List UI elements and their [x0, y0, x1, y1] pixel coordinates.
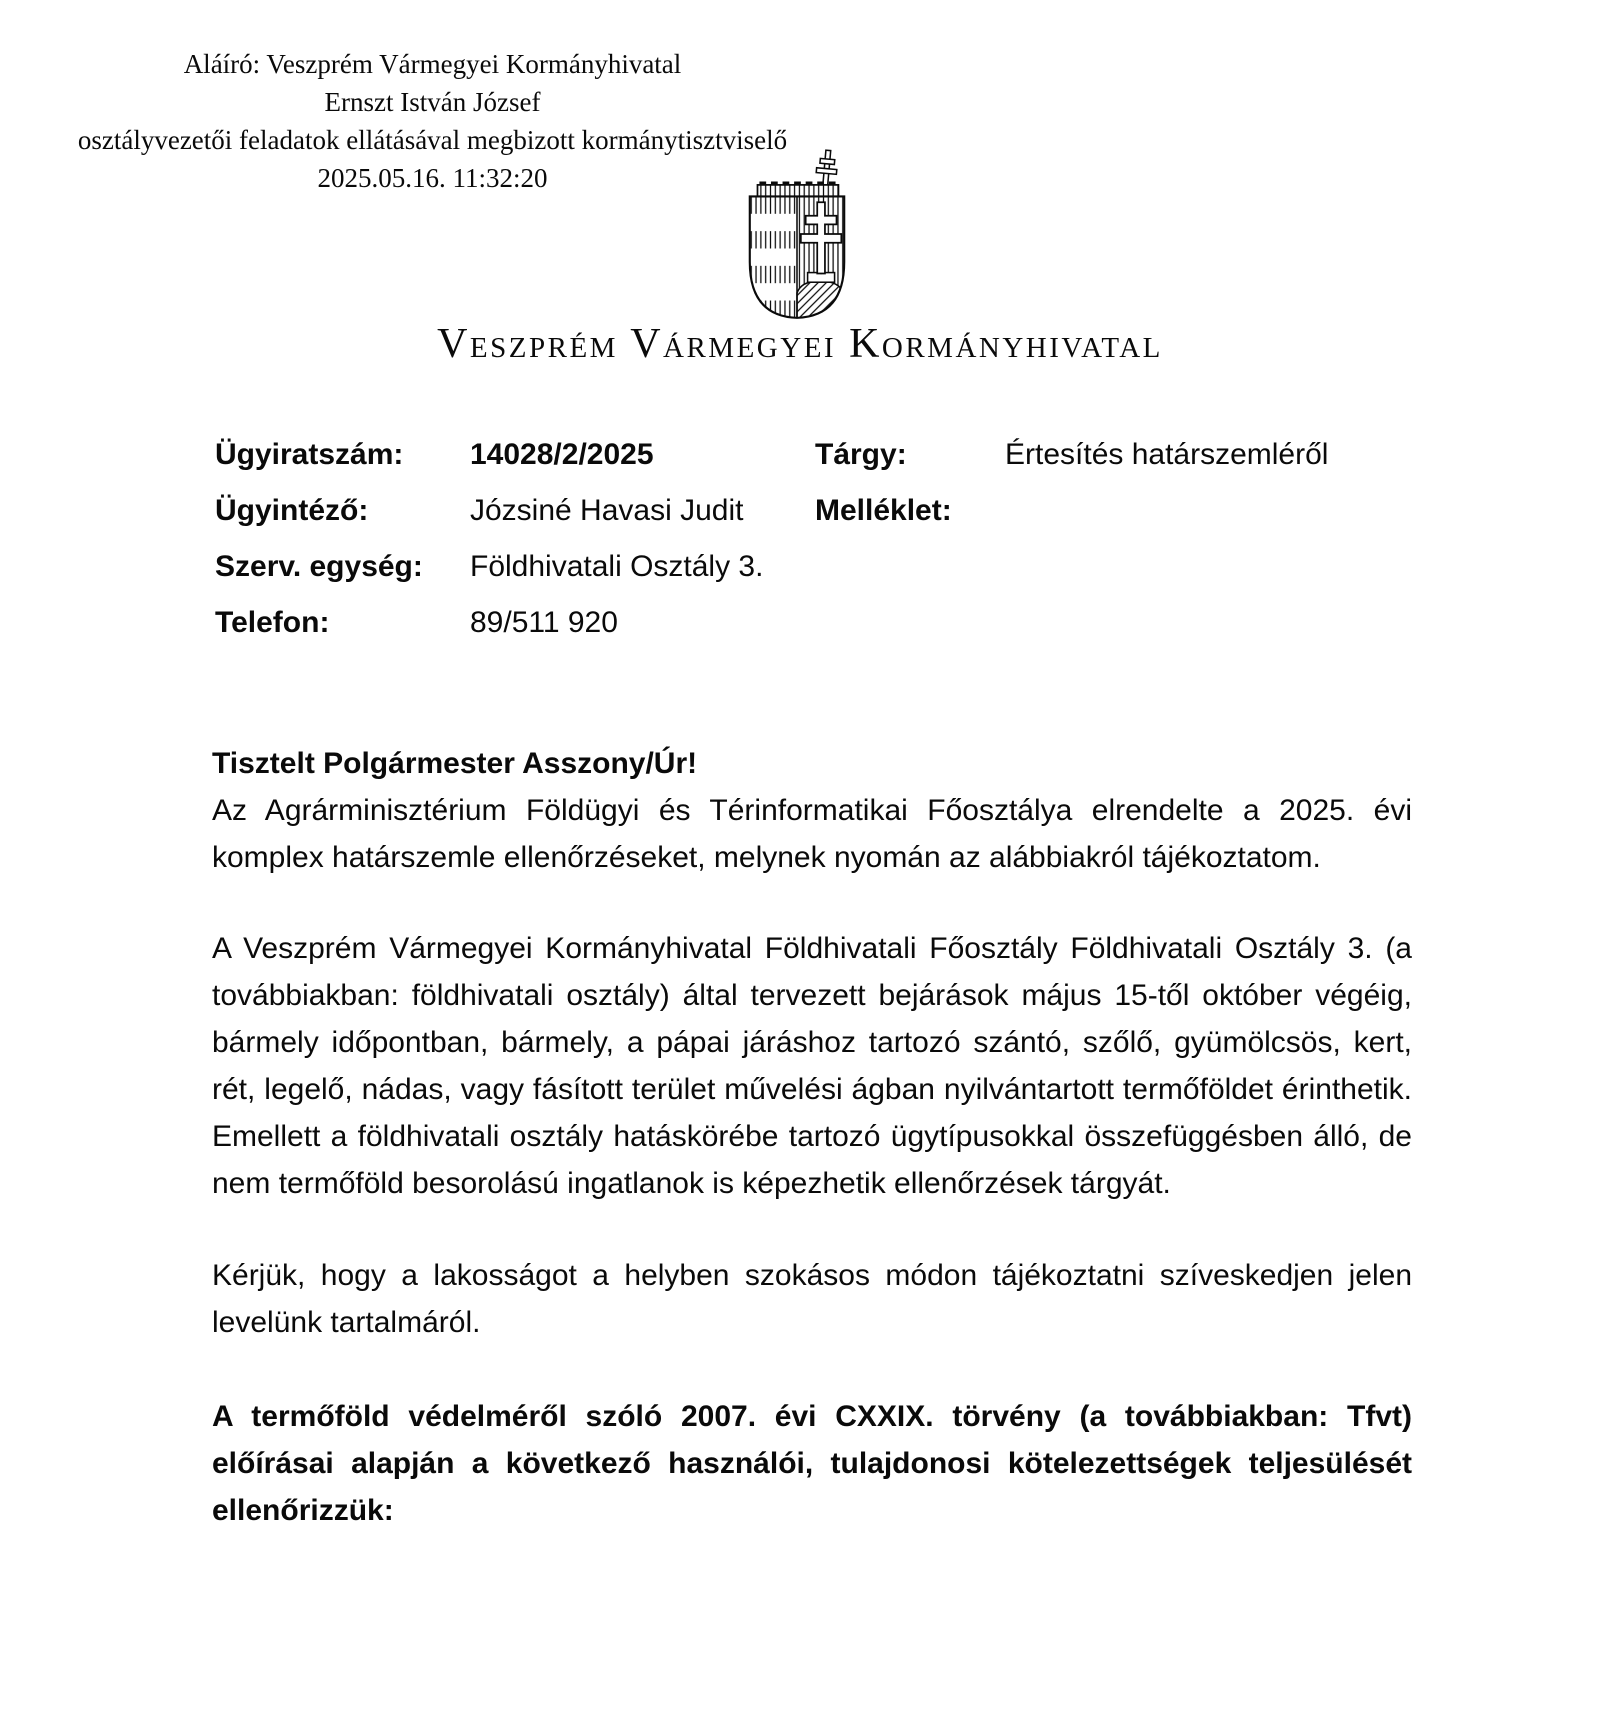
- agency-title: Veszprém Vármegyei Kormányhivatal: [437, 321, 1163, 367]
- paragraph-2: A Veszprém Vármegyei Kormányhivatal Földhivatali Főosztály Földhivatali Osztály 3. (a továbbiakban: földhivatali osztály) által tervezett bejárások május 15-től október végéig, bármely időpontban, bármely, a pápai járáshoz tartozó szántó, szőlő, gyümölcsös, kert, rét, legelő, nádas, vagy fásított terület művelési ágban nyilvántartott termőföldet érinthetik. Emellett a földhivatali osztály hatáskörébe tartozó ügytípusokkal összefüggésben álló, de nem termőföld besorolású ingatlanok is képezhetik ellenőrzések tárgyát.: [212, 932, 1412, 1200]
- signature-line-signer: Aláíró: Veszprém Vármegyei Kormányhivatal: [183, 49, 682, 79]
- case-meta-table: [215, 437, 1410, 661]
- case-number-value: 14028/2/2025: [470, 438, 654, 471]
- subject-label: Tárgy:: [815, 438, 907, 471]
- clerk-value: Józsiné Havasi Judit: [470, 494, 744, 527]
- signature-block: [60, 45, 805, 197]
- case-number-label: Ügyiratszám:: [215, 438, 404, 471]
- letter-body: [212, 740, 1412, 1534]
- paragraph-4: A termőföld védelméről szóló 2007. évi CXXIX. törvény (a továbbiakban: Tfvt) előírásai alapján a következő használói, tulajdonosi kötelezettségek teljesülését ellenőrizzük:: [212, 1400, 1412, 1527]
- subject-value: Értesítés határszemléről: [1005, 438, 1329, 471]
- clerk-label: Ügyintéző:: [215, 494, 369, 527]
- signature-line-timestamp: 2025.05.16. 11:32:20: [317, 163, 548, 193]
- org-unit-value: Földhivatali Osztály 3.: [470, 550, 764, 583]
- salutation: Tisztelt Polgármester Asszony/Úr!: [212, 747, 698, 780]
- signature-line-role: osztályvezetői feladatok ellátásával megbizott kormánytisztviselő: [77, 125, 788, 155]
- signature-line-name: Ernszt István József: [324, 87, 541, 117]
- phone-label: Telefon:: [215, 606, 330, 639]
- paragraph-1: Az Agrárminisztérium Földügyi és Térinformatikai Főosztálya elrendelte a 2025. évi komplex határszemle ellenőrzéseket, melynek nyomán az alábbiakról tájékoztatom.: [212, 794, 1412, 874]
- org-unit-label: Szerv. egység:: [215, 550, 423, 583]
- hungarian-coat-of-arms-icon: [744, 146, 850, 324]
- phone-value: 89/511 920: [470, 606, 618, 639]
- paragraph-3: Kérjük, hogy a lakosságot a helyben szokásos módon tájékoztatni szíveskedjen jelen levelünk tartalmáról.: [212, 1259, 1412, 1339]
- attachment-label: Melléklet:: [815, 494, 952, 527]
